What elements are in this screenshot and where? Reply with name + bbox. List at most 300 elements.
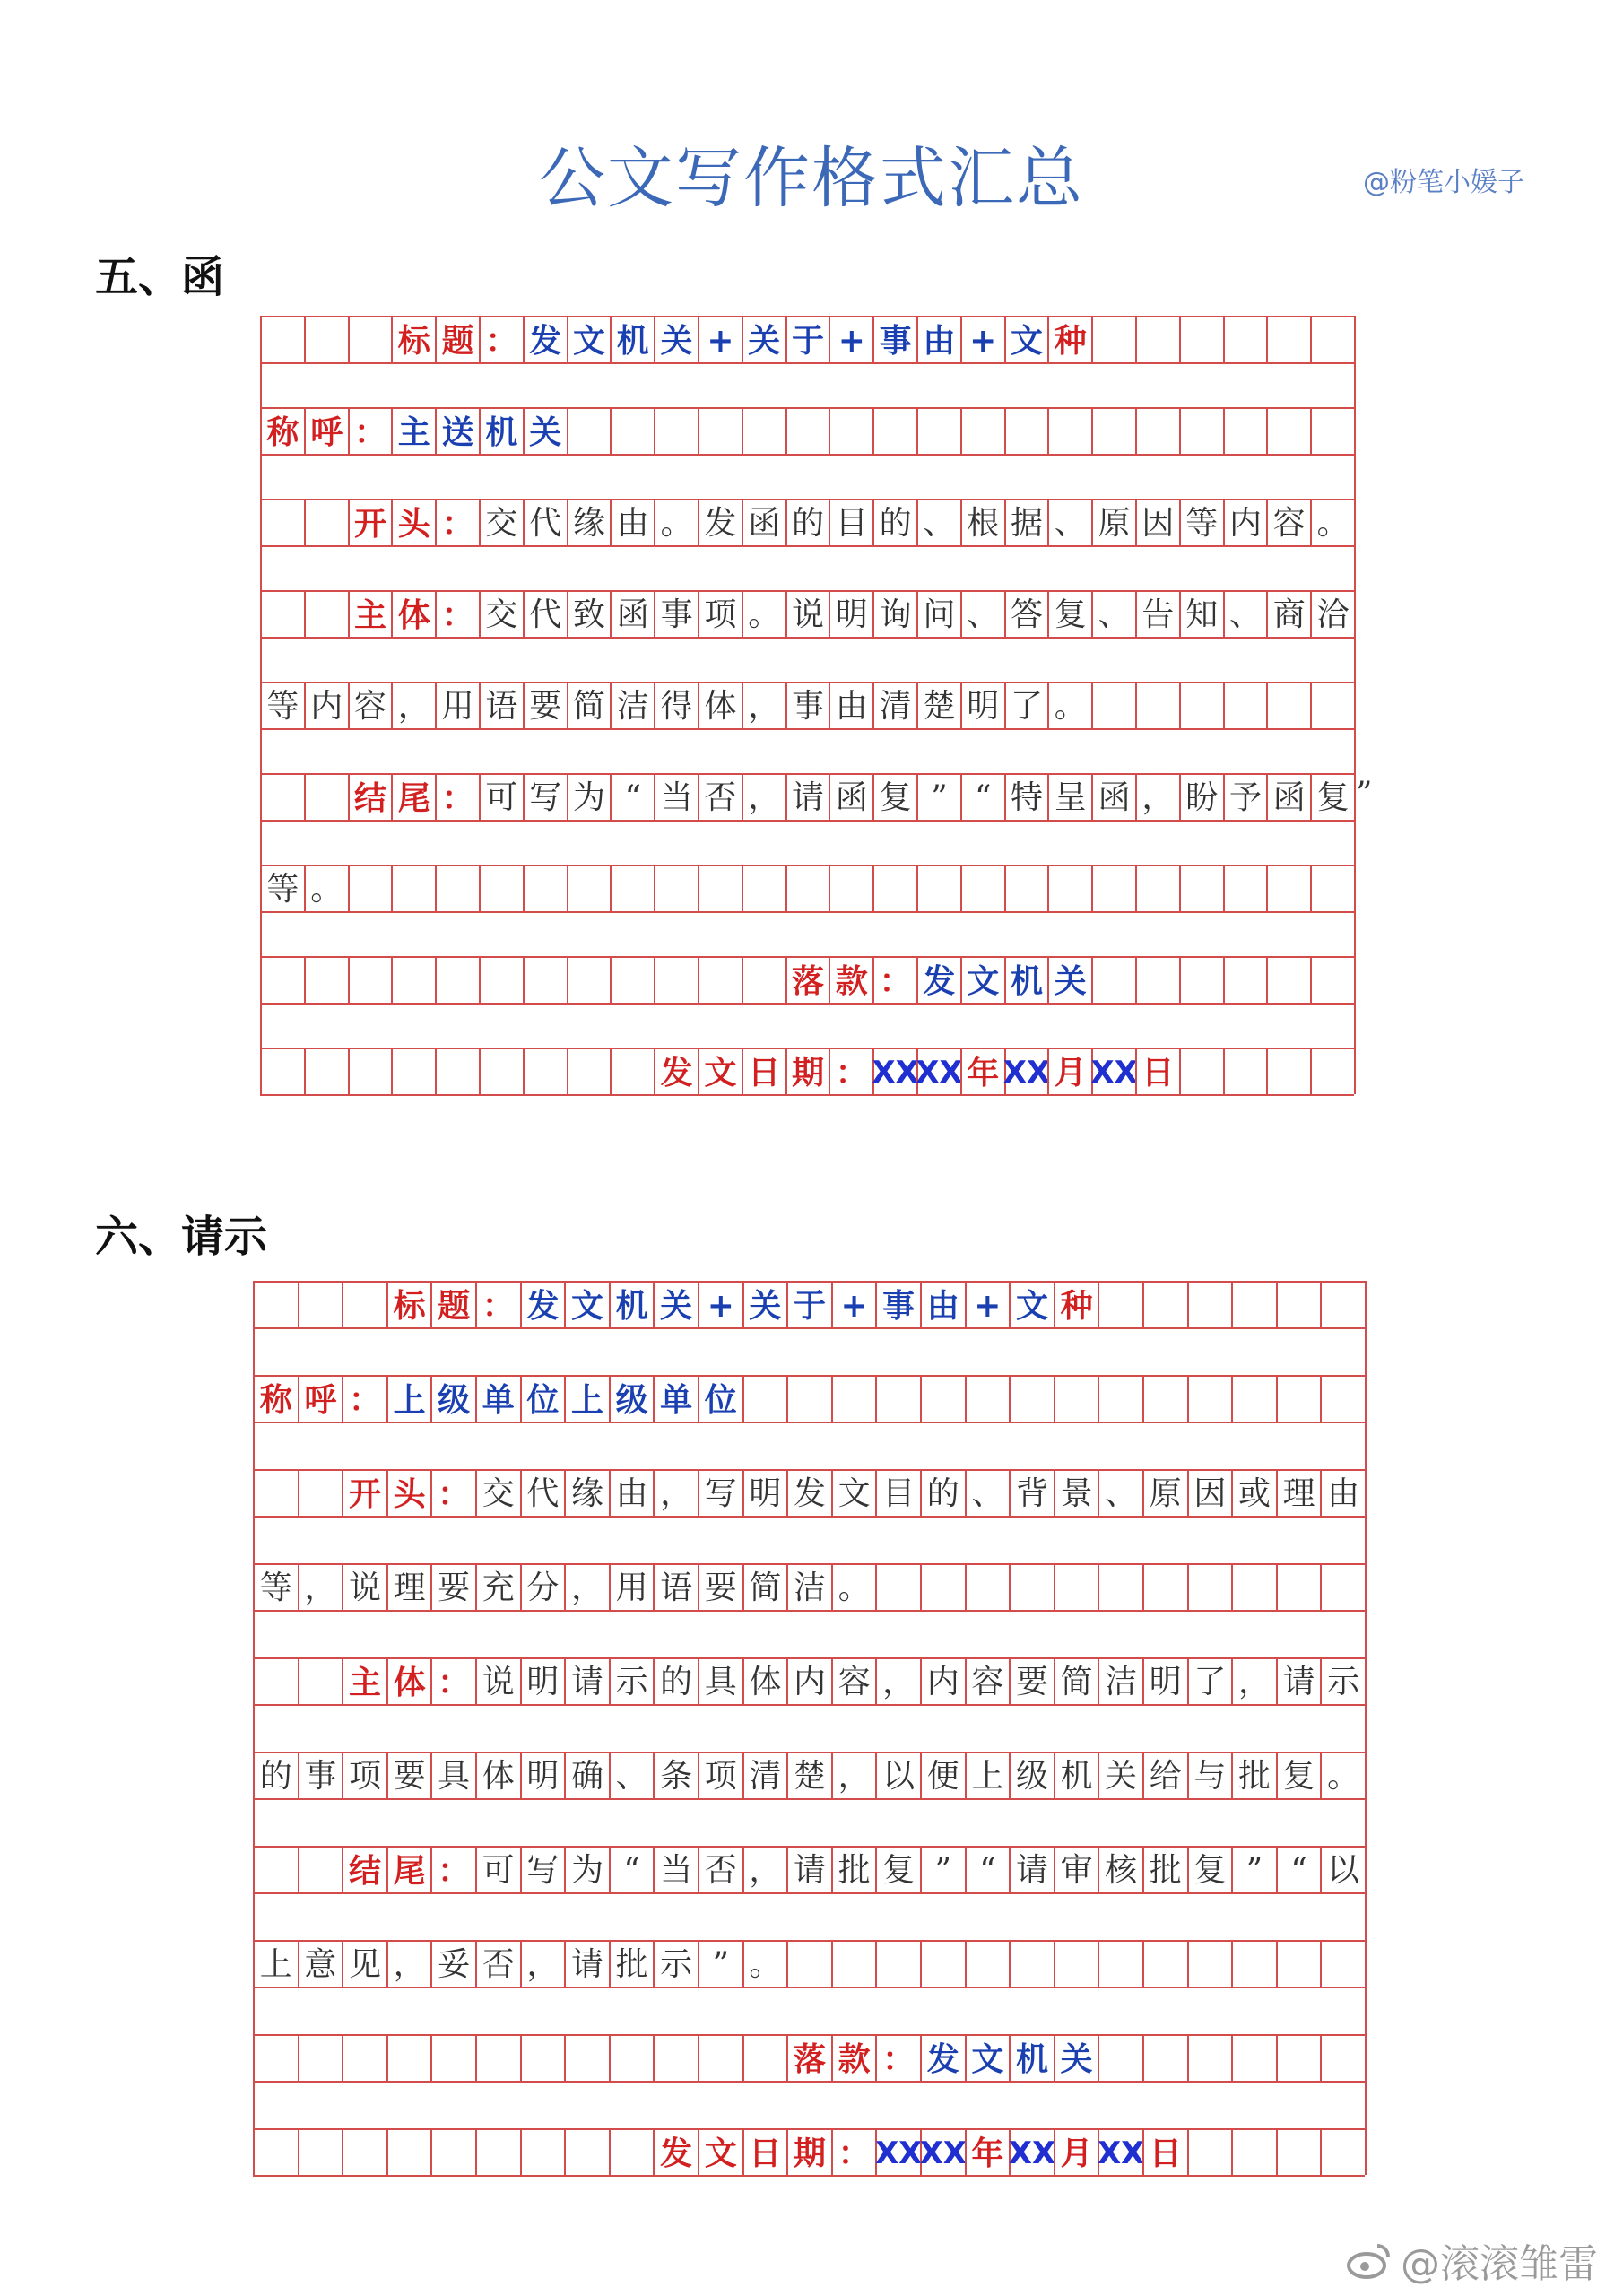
grid-cell	[875, 1377, 920, 1423]
grid-row	[260, 590, 1354, 637]
grid-cell: 函	[829, 775, 872, 822]
grid-cell: 容	[965, 1659, 1010, 1706]
grid-cell	[1135, 866, 1179, 913]
grid-cell	[435, 958, 479, 1004]
grid-cell: 尾	[386, 1848, 431, 1894]
grid-cell: 缘	[567, 500, 611, 547]
grid-cell: 款	[829, 958, 872, 1004]
grid-gap-row	[260, 1094, 1354, 1139]
grid-cell: 语	[653, 1565, 698, 1612]
grid-cell: 用	[435, 683, 479, 730]
grid-cell: 为	[567, 775, 611, 822]
grid-cell: ：	[435, 500, 479, 547]
grid-cell: 开	[348, 500, 392, 547]
grid-cell: 。	[654, 500, 698, 547]
grid-cell: ，	[831, 1753, 876, 1800]
grid-cell: 可	[479, 775, 523, 822]
grid-cell: 文	[1004, 317, 1048, 364]
overflow-char: ”	[1356, 776, 1373, 813]
grid-cell	[564, 2036, 609, 2083]
grid-cell	[348, 958, 392, 1004]
grid-cell: ：	[430, 1848, 475, 1894]
grid-cell: XX	[916, 1049, 960, 1096]
grid-cell	[1187, 1283, 1232, 1329]
grid-cell: 原	[1091, 500, 1135, 547]
grid-cell	[1276, 2036, 1321, 2083]
grid-cell: 由	[609, 1471, 654, 1518]
grid-cell	[391, 958, 435, 1004]
grid-cell	[1266, 683, 1310, 730]
grid-cell	[475, 2036, 520, 2083]
grid-cell: 容	[1266, 500, 1310, 547]
grid-cell: 写	[698, 1471, 742, 1518]
grid-cell	[564, 2130, 609, 2177]
grid-cell: 呼	[304, 409, 348, 456]
grid-gap-row	[260, 820, 1354, 865]
grid-cell	[435, 866, 479, 913]
grid-cell: 交	[479, 592, 523, 639]
grid-cell: +	[831, 1283, 876, 1329]
grid-cell: 呼	[298, 1377, 343, 1423]
grid-left-edge	[260, 316, 262, 1094]
grid-cell: 机	[1009, 2036, 1054, 2083]
grid-cell: 事	[654, 592, 698, 639]
grid-cell	[610, 1049, 654, 1096]
grid-cell: 函	[1091, 775, 1135, 822]
grid-cell: XX	[1004, 1049, 1048, 1096]
grid-row	[260, 407, 1354, 454]
grid-cell	[1266, 317, 1310, 364]
grid-cell	[742, 866, 785, 913]
grid-cell	[965, 1565, 1010, 1612]
grid-cell: 位	[698, 1377, 742, 1423]
grid-cell	[1276, 1565, 1321, 1612]
grid-cell: 关	[742, 1283, 787, 1329]
grid-cell: 据	[1004, 500, 1048, 547]
grid-cell	[1231, 2036, 1276, 2083]
grid-cell: 代	[523, 592, 567, 639]
grid-row	[260, 499, 1354, 545]
grid-cell: 主	[391, 409, 435, 456]
grid-cell: 答	[1004, 592, 1048, 639]
grid-cell: 机	[1004, 958, 1048, 1004]
grid-cell	[523, 958, 567, 1004]
grid-cell: ，	[386, 1942, 431, 1988]
grid-cell: 具	[430, 1753, 475, 1800]
grid-cell: 说	[342, 1565, 386, 1612]
grid-bottom-edge	[260, 1094, 1354, 1096]
grid-cell: XX	[1098, 2130, 1142, 2177]
grid-cell: 发	[654, 1049, 698, 1096]
grid-cell: 理	[1276, 1471, 1321, 1518]
grid-cell: ”	[698, 1942, 742, 1988]
grid-cell: 由	[1320, 1471, 1365, 1518]
grid-cell	[435, 1049, 479, 1096]
grid-cell: +	[829, 317, 872, 364]
grid-cell: 、	[1098, 1471, 1142, 1518]
grid-cell	[348, 317, 392, 364]
grid-cell: 。	[1310, 500, 1354, 547]
grid-cell	[875, 1565, 920, 1612]
grid-cell: 文	[698, 2130, 742, 2177]
grid-cell: 级	[430, 1377, 475, 1423]
grid-row	[253, 1846, 1365, 1892]
grid-cell: 关	[1047, 958, 1091, 1004]
grid-cell: 批	[1231, 1753, 1276, 1800]
grid-cell: 送	[435, 409, 479, 456]
grid-cell	[1009, 1942, 1054, 1988]
grid-cell: 请	[1009, 1848, 1054, 1894]
grid-cell	[260, 958, 304, 1004]
grid-cell: 楚	[916, 683, 960, 730]
grid-cell	[1009, 1377, 1054, 1423]
grid-cell: 的	[785, 500, 829, 547]
grid-cell: 。	[742, 1942, 787, 1988]
grid-cell: ：	[875, 2036, 920, 2083]
grid-cell: 期	[786, 2130, 831, 2177]
grid-cell	[567, 1049, 611, 1096]
grid-cell	[1187, 2036, 1232, 2083]
grid-cell	[567, 866, 611, 913]
grid-cell: XX	[920, 2130, 965, 2177]
grid-cell: 清	[872, 683, 916, 730]
grid-cell: “	[960, 775, 1004, 822]
grid-cell	[475, 2130, 520, 2177]
grid-cell: 、	[1047, 500, 1091, 547]
grid-cell	[1231, 1565, 1276, 1612]
grid-cell: 发	[698, 500, 742, 547]
grid-cell	[1231, 2130, 1276, 2177]
grid-cell	[609, 2130, 654, 2177]
grid-cell	[342, 1283, 386, 1329]
grid-cell	[1320, 1942, 1365, 1988]
grid-row	[253, 1752, 1365, 1798]
grid-cell: 主	[342, 1659, 386, 1706]
grid-cell: 请	[785, 775, 829, 822]
grid-cell: 发	[916, 958, 960, 1004]
grid-cell: 日	[742, 1049, 785, 1096]
grid-row	[260, 773, 1373, 820]
grid-cell: 核	[1098, 1848, 1142, 1894]
grid-cell: 明	[520, 1659, 565, 1706]
grid-cell	[654, 866, 698, 913]
grid-cell	[1187, 1565, 1232, 1612]
grid-cell: 明	[1142, 1659, 1187, 1706]
grid-cell	[1310, 317, 1354, 364]
grid-cell: 以	[875, 1753, 920, 1800]
grid-cell: 机	[479, 409, 523, 456]
grid-gap-row	[253, 1704, 1365, 1752]
grid-cell: 写	[520, 1848, 565, 1894]
grid-cell: 等	[260, 683, 304, 730]
grid-cell: 内	[786, 1659, 831, 1706]
grid-cell: +	[698, 1283, 742, 1329]
grid-cell: 标	[386, 1283, 431, 1329]
grid-cell: 的	[920, 1471, 965, 1518]
grid-cell: 由	[920, 1283, 965, 1329]
grid-gap-row	[253, 1327, 1365, 1375]
grid-cell: 发	[520, 1283, 565, 1329]
grid-cell: 批	[1142, 1848, 1187, 1894]
grid-cell	[1091, 409, 1135, 456]
grid-cell: 具	[698, 1659, 742, 1706]
grid-cell: “	[965, 1848, 1010, 1894]
grid-cell	[342, 2130, 386, 2177]
grid-cell: 洁	[786, 1565, 831, 1612]
grid-cell	[253, 1471, 298, 1518]
grid-cell	[520, 2036, 565, 2083]
grid-cell: 等	[1179, 500, 1223, 547]
grid-cell: 见	[342, 1942, 386, 1988]
grid-cell: 月	[1047, 1049, 1091, 1096]
grid-cell	[1135, 409, 1179, 456]
grid-cell	[342, 2036, 386, 2083]
grid-cell: ”	[1231, 1848, 1276, 1894]
grid-cell	[253, 2130, 298, 2177]
grid-cell	[386, 2130, 431, 2177]
grid-cell	[1320, 2130, 1365, 2177]
grid-cell	[1320, 1283, 1365, 1329]
grid-cell: 事	[298, 1753, 343, 1800]
grid-cell	[1098, 1565, 1142, 1612]
grid-cell: 请	[564, 1942, 609, 1988]
grid-cell	[785, 866, 829, 913]
grid-cell: ：	[829, 1049, 872, 1096]
grid-cell: 函	[742, 500, 785, 547]
grid-cell: 复	[1187, 1848, 1232, 1894]
grid-cell	[479, 866, 523, 913]
grid-cell	[348, 866, 392, 913]
grid-gap-row	[260, 1003, 1354, 1048]
grid-cell: “	[609, 1848, 654, 1894]
grid-cell: 年	[960, 1049, 1004, 1096]
grid-cell: 代	[523, 500, 567, 547]
grid-cell	[920, 1565, 965, 1612]
grid-cell: 函	[1266, 775, 1310, 822]
grid-cell: 项	[698, 592, 742, 639]
grid-cell: 与	[1187, 1753, 1232, 1800]
grid-cell	[698, 409, 742, 456]
grid-gap-row	[253, 1987, 1365, 2034]
grid-cell: 批	[831, 1848, 876, 1894]
grid-cell: 询	[872, 592, 916, 639]
grid-cell: 上	[253, 1942, 298, 1988]
grid-cell	[960, 409, 1004, 456]
grid-cell: 项	[698, 1753, 742, 1800]
grid-cell	[1091, 866, 1135, 913]
grid-cell: 级	[1009, 1753, 1054, 1800]
grid-cell: 期	[785, 1049, 829, 1096]
grid-cell	[1054, 1377, 1098, 1423]
grid-cell	[298, 1848, 343, 1894]
grid-cell: 背	[1009, 1471, 1054, 1518]
grid-cell: 发	[653, 2130, 698, 2177]
grid-cell	[1098, 1942, 1142, 1988]
grid-cell: 款	[831, 2036, 876, 2083]
grid-cell: 以	[1320, 1848, 1365, 1894]
grid-cell	[1223, 683, 1267, 730]
grid-cell	[829, 866, 872, 913]
grid-cell	[304, 775, 348, 822]
grid-cell: 函	[610, 592, 654, 639]
grid-gap-row	[253, 1516, 1365, 1563]
grid-cell: ”	[916, 775, 960, 822]
grid-cell	[430, 2130, 475, 2177]
grid-cell	[567, 958, 611, 1004]
grid-cell	[872, 866, 916, 913]
grid-cell	[253, 1659, 298, 1706]
grid-cell: 批	[609, 1942, 654, 1988]
grid-cell: 月	[1054, 2130, 1098, 2177]
grid-cell	[1231, 1942, 1276, 1988]
grid-row	[253, 1281, 1365, 1327]
grid-cell: 题	[430, 1283, 475, 1329]
grid-right-edge	[1365, 1281, 1367, 2175]
grid-cell: 否	[698, 1848, 742, 1894]
grid-cell: 。	[304, 866, 348, 913]
grid-cell: 上	[965, 1753, 1010, 1800]
grid-cell: +	[698, 317, 742, 364]
grid-cell: 种	[1047, 317, 1091, 364]
weibo-watermark	[1345, 2231, 1598, 2289]
grid-cell: ，	[1135, 775, 1179, 822]
grid-cell	[298, 2036, 343, 2083]
grid-cell	[298, 1283, 343, 1329]
grid-cell	[785, 409, 829, 456]
grid-cell: 缘	[564, 1471, 609, 1518]
grid-cell	[1231, 1283, 1276, 1329]
grid-cell	[1047, 866, 1091, 913]
grid-row	[260, 316, 1354, 362]
grid-cell: 复	[872, 775, 916, 822]
grid-cell: 事	[872, 317, 916, 364]
grid-cell: 要	[430, 1565, 475, 1612]
grid-cell: 了	[1187, 1659, 1232, 1706]
grid-row	[253, 1940, 1365, 1987]
grid-cell: ，	[298, 1565, 343, 1612]
grid-cell: 目	[829, 500, 872, 547]
grid-cell: 或	[1231, 1471, 1276, 1518]
grid-cell: ：	[831, 2130, 876, 2177]
grid-cell: 要	[698, 1565, 742, 1612]
grid-cell: 关	[742, 317, 785, 364]
grid-cell	[1142, 1377, 1187, 1423]
grid-cell: 日	[1135, 1049, 1179, 1096]
grid-cell: 予	[1223, 775, 1267, 822]
grid-cell: 体	[391, 592, 435, 639]
grid-cell	[1142, 1565, 1187, 1612]
grid-cell: 体	[475, 1753, 520, 1800]
manuscript-grid-letter	[260, 316, 1373, 1094]
grid-cell	[916, 866, 960, 913]
grid-cell	[523, 866, 567, 913]
grid-cell	[610, 866, 654, 913]
grid-cell: 交	[479, 500, 523, 547]
grid-cell	[253, 1283, 298, 1329]
grid-cell: 机	[610, 317, 654, 364]
grid-cell: 明	[829, 592, 872, 639]
grid-cell	[304, 500, 348, 547]
grid-cell	[1179, 317, 1223, 364]
grid-cell	[260, 592, 304, 639]
grid-cell	[1223, 866, 1267, 913]
grid-cell: 项	[342, 1753, 386, 1800]
grid-cell	[872, 409, 916, 456]
grid-cell: 因	[1135, 500, 1179, 547]
grid-cell: ，	[742, 683, 785, 730]
grid-cell	[1004, 409, 1048, 456]
grid-cell: ：	[430, 1659, 475, 1706]
grid-cell: 结	[348, 775, 392, 822]
grid-cell	[609, 2036, 654, 2083]
grid-cell	[829, 409, 872, 456]
grid-cell: 确	[564, 1753, 609, 1800]
grid-cell	[298, 1659, 343, 1706]
grid-cell: ：	[348, 409, 392, 456]
grid-cell: 交	[475, 1471, 520, 1518]
grid-cell: 明	[960, 683, 1004, 730]
grid-cell: ，	[742, 775, 785, 822]
grid-cell: 日	[1142, 2130, 1187, 2177]
grid-row	[260, 682, 1354, 728]
grid-cell	[1047, 409, 1091, 456]
grid-cell	[391, 1049, 435, 1096]
grid-cell: 体	[698, 683, 742, 730]
grid-cell	[304, 592, 348, 639]
grid-cell: ，	[875, 1659, 920, 1706]
grid-cell	[920, 1377, 965, 1423]
grid-gap-row	[253, 1422, 1365, 1469]
grid-cell: 了	[1004, 683, 1048, 730]
grid-cell	[1223, 409, 1267, 456]
grid-cell: 可	[475, 1848, 520, 1894]
grid-cell: ，	[742, 1848, 787, 1894]
grid-cell	[742, 2036, 787, 2083]
grid-cell: 目	[875, 1471, 920, 1518]
grid-cell	[610, 958, 654, 1004]
grid-cell: 单	[475, 1377, 520, 1423]
grid-cell: 上	[564, 1377, 609, 1423]
grid-cell: 盼	[1179, 775, 1223, 822]
grid-cell	[1310, 958, 1354, 1004]
grid-cell	[1098, 1283, 1142, 1329]
grid-cell: 、	[916, 500, 960, 547]
weibo-watermark-text: @滚滚雏雷	[1401, 2241, 1598, 2287]
grid-cell: 尾	[391, 775, 435, 822]
grid-cell: 语	[479, 683, 523, 730]
grid-cell: 、	[960, 592, 1004, 639]
grid-cell: 写	[523, 775, 567, 822]
grid-cell: XX	[875, 2130, 920, 2177]
grid-cell	[304, 958, 348, 1004]
grid-cell	[920, 1942, 965, 1988]
grid-gap-row	[260, 728, 1354, 773]
grid-cell	[567, 409, 611, 456]
grid-cell: 文	[965, 2036, 1010, 2083]
grid-cell: 日	[742, 2130, 787, 2177]
grid-cell	[260, 1049, 304, 1096]
grid-cell	[304, 317, 348, 364]
grid-row	[253, 2034, 1365, 2081]
grid-cell: 的	[872, 500, 916, 547]
grid-cell	[1266, 409, 1310, 456]
grid-cell: 容	[831, 1659, 876, 1706]
grid-cell	[654, 958, 698, 1004]
grid-cell	[298, 2130, 343, 2177]
grid-cell	[960, 866, 1004, 913]
grid-cell: 文	[564, 1283, 609, 1329]
grid-cell: 关	[654, 317, 698, 364]
